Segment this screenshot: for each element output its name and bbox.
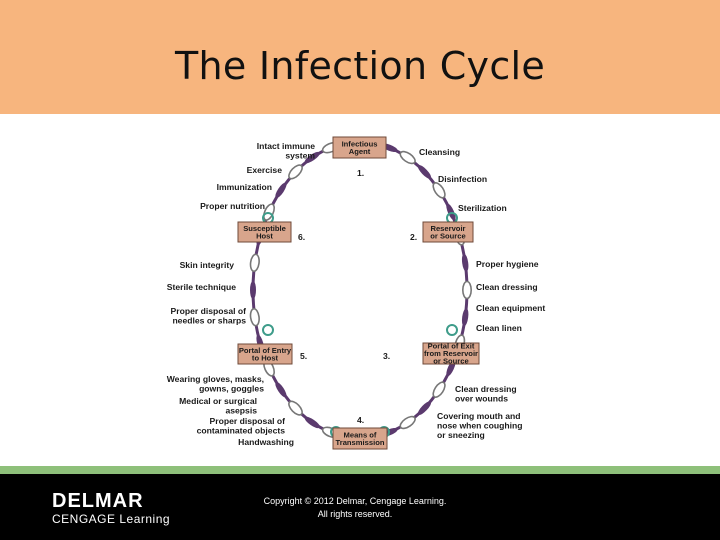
copyright-notice	[255, 495, 455, 521]
chain-link	[250, 254, 261, 272]
control-label: Sterile technique	[166, 282, 236, 292]
node-label: Portal of Exit	[427, 341, 475, 351]
control-label: Skin integrity	[179, 260, 234, 270]
node-label: Portal of Entry	[238, 345, 292, 355]
node-label: Transmission	[335, 437, 385, 447]
node-label: to Host	[251, 353, 279, 363]
node-number: 1.	[357, 168, 365, 178]
control-label: Proper hygiene	[476, 259, 539, 269]
slide-title: The Infection Cycle	[174, 44, 546, 88]
chain-link	[304, 416, 320, 429]
node-label: Agent	[348, 146, 371, 156]
delmar-logo-text: DELMAR	[52, 490, 144, 512]
node-label: Host	[256, 231, 273, 241]
chain-link	[275, 182, 287, 198]
chain-link	[463, 282, 471, 299]
cycle-node	[383, 342, 479, 366]
chain-link	[275, 382, 287, 398]
control-label: asepsis	[225, 405, 257, 416]
control-label: Wearing gloves, masks,	[166, 374, 264, 384]
cycle-node	[410, 222, 473, 242]
control-label: Proper disposal of	[209, 416, 285, 426]
control-label: Clean dressing	[476, 282, 538, 292]
node-label: Means of	[343, 430, 377, 440]
control-label: Cleansing	[419, 147, 461, 157]
node-label: Susceptible	[243, 223, 286, 233]
control-label: Exercise	[246, 165, 282, 175]
copyright-line-1: Copyright © 2012 Delmar, Cengage Learning.	[263, 496, 447, 506]
control-labels	[167, 141, 546, 447]
control-label: or sneezing	[437, 429, 485, 440]
node-label: or Source	[433, 356, 469, 366]
chain-link	[250, 308, 261, 326]
chain-link	[287, 163, 305, 181]
chain-connector	[447, 325, 457, 335]
node-label: from Reservoir	[423, 349, 479, 359]
chain-link	[287, 399, 305, 417]
cycle-node	[333, 415, 387, 449]
control-label: Proper nutrition	[200, 201, 265, 211]
node-number: 4.	[357, 415, 365, 425]
copyright-line-2: All rights reserved.	[317, 509, 393, 519]
control-label: Immunization	[216, 182, 272, 192]
control-label: Medical or surgical	[179, 396, 257, 406]
cycle-node	[238, 344, 307, 364]
control-label: Covering mouth and	[437, 411, 521, 421]
chain-link	[431, 380, 447, 399]
control-label: Clean equipment	[476, 303, 546, 313]
infection-cycle-diagram	[0, 114, 720, 466]
node-label: Infectious	[341, 139, 378, 149]
chain-link	[462, 309, 469, 325]
node-number: 6.	[298, 232, 306, 242]
control-label: Proper disposal of	[170, 306, 246, 316]
cengage-logo-text: CENGAGE Learning	[52, 512, 171, 526]
control-label: system	[285, 150, 315, 161]
node-number: 5.	[300, 351, 308, 361]
control-label: contaminated objects	[196, 425, 285, 436]
chain-connector	[263, 325, 273, 335]
cycle-node	[238, 222, 305, 242]
chain-link	[251, 282, 255, 298]
node-label: or Source	[430, 231, 466, 241]
control-label: Handwashing	[238, 437, 294, 447]
node-label: Reservoir	[430, 223, 466, 233]
node-number: 3.	[383, 351, 391, 361]
control-label: Clean linen	[476, 323, 522, 333]
cycle-node	[333, 137, 386, 178]
control-label: Sterilization	[458, 203, 507, 213]
control-label: Clean dressing	[455, 384, 517, 394]
control-label: Disinfection	[438, 174, 488, 184]
chain-link	[417, 165, 431, 180]
control-label: over wounds	[455, 393, 509, 404]
control-label: Intact immune	[256, 141, 315, 151]
chain-link	[398, 149, 417, 166]
green-divider	[0, 466, 720, 474]
control-label: needles or sharps	[172, 315, 246, 326]
node-number: 2.	[410, 232, 418, 242]
control-label: gowns, goggles	[199, 383, 264, 394]
chain-link	[417, 401, 431, 416]
chain-link	[398, 414, 417, 431]
chain-link	[462, 255, 469, 271]
control-label: nose when coughing	[437, 420, 523, 431]
